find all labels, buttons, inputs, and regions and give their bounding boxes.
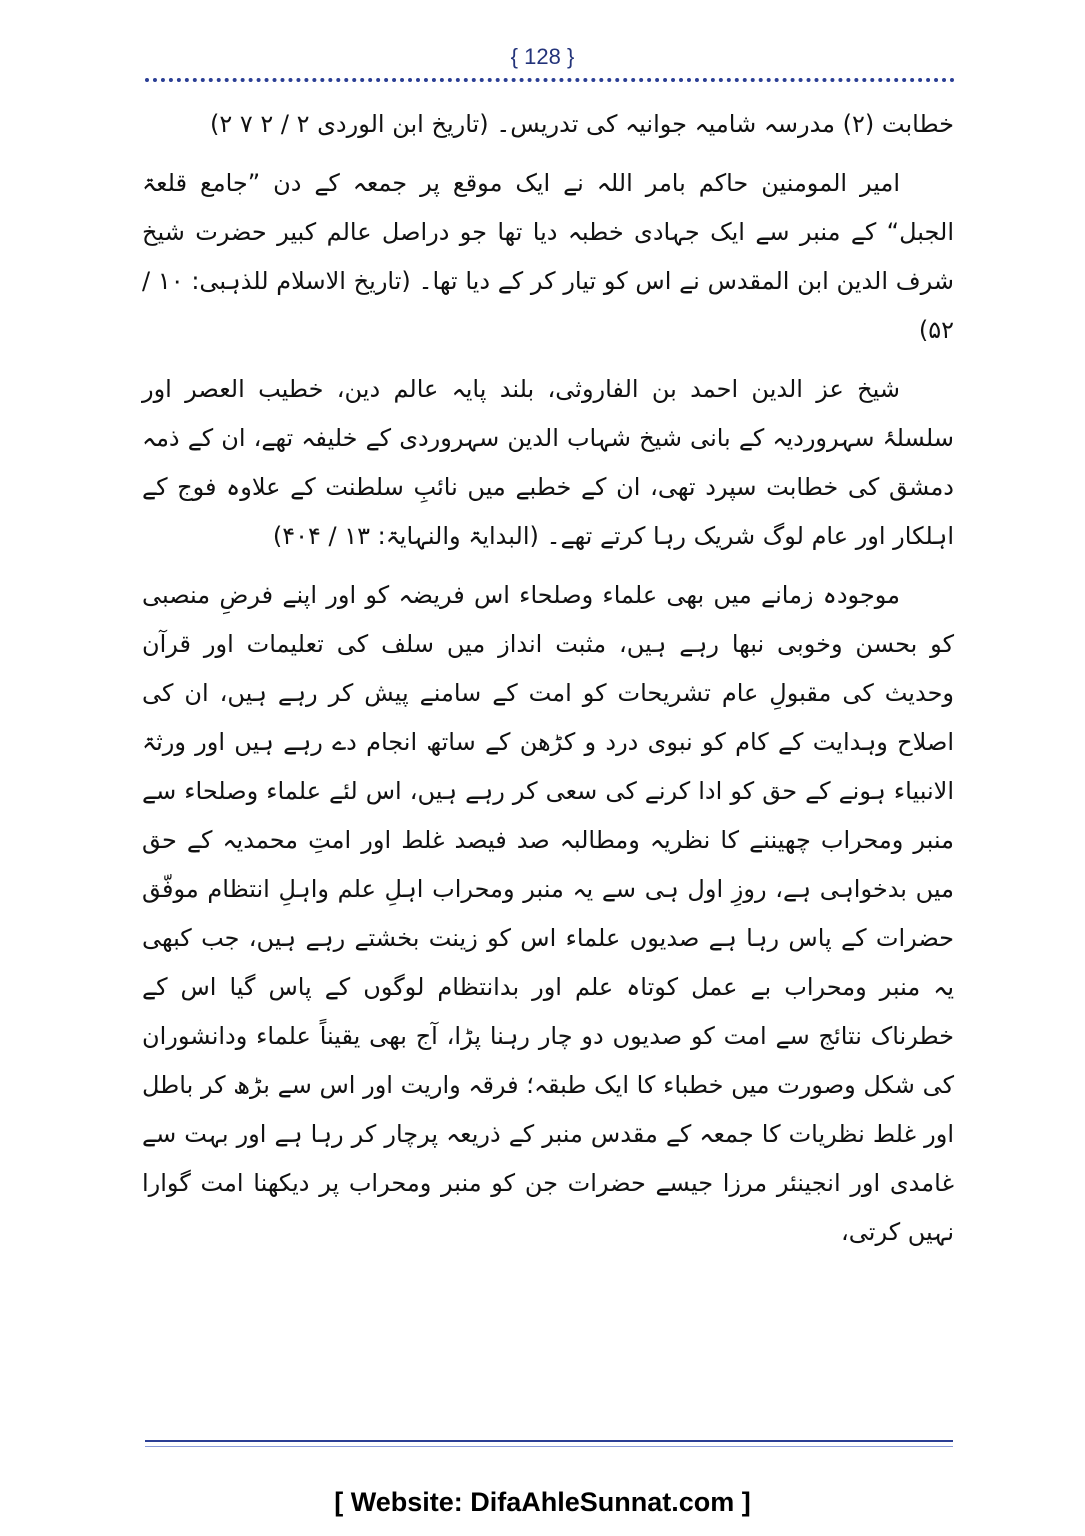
footer-divider bbox=[145, 1440, 953, 1442]
header-dotted-divider bbox=[145, 78, 955, 82]
page-body bbox=[142, 100, 954, 1267]
paragraph: خطابت (۲) مدرسہ شامیہ جوانیہ کی تدریس۔ (تاریخ ابن الوردی ۲ / ۲ ۷ ۲) bbox=[209, 110, 954, 138]
paragraph: امیر المومنین حاکم بامر اللہ نے ایک موقع پر جمعہ کے دن ”جامع قلعۃ الجبل“ کے منبر سے ایک جہادی خطبہ دیا تھا جو دراصل عالم کبیر حضرت شیخ شرف الدین ابن المقدس نے اس کو تیار کر کے دیا تھا۔ (تاریخ الاسلام للذہبی: ۱۰ / ۵۲) bbox=[142, 169, 954, 344]
website-footer: [ Website: DifaAhleSunnat.com ] bbox=[334, 1487, 751, 1517]
paragraph: موجودہ زمانے میں بھی علماء وصلحاء اس فریضہ کو اور اپنے فرضِ منصبی کو بحسن وخوبی نبھا رہے ہیں، مثبت انداز میں سلف کی تعلیمات اور قرآن وحدیث کی مقبولِ عام تشریحات کو امت کے سامنے پیش کر رہے ہیں، ان کی اصلاح وہدایت کے کام کو نبوی درد و کڑھن کے ساتھ انجام دے رہے ہیں اور ورثۃ الانبیاء ہونے کے حق کو ادا کرنے کی سعی کر رہے ہیں، اس لئے علماء وصلحاء سے منبر ومحراب چھیننے کا نظریہ ومطالبہ صد فیصد غلط اور امتِ محمدیہ کے حق میں بدخواہی ہے، روزِ اول ہی سے یہ منبر ومحراب اہلِ علم واہلِ انتظام موفّق حضرات کے پاس رہا ہے صدیوں علماء اس کو زینت بخشتے رہے ہیں، جب کبھی یہ منبر ومحراب بے عمل کوتاہ علم اور بدانتظام لوگوں کے پاس گیا اس کے خطرناک نتائج سے امت کو صدیوں دو چار رہنا پڑا، آج بھی یقیناً علماء ودانشوران کی شکل وصورت میں خطباء کا ایک طبقہ؛ فرقہ واریت اور اس سے بڑھ کر باطل اور غلط نظریات کا جمعہ کے مقدس منبر کے ذریعہ پرچار کر رہا ہے اور بہت سے غامدی اور انجینئر مرزا جیسے حضرات جن کو منبر ومحراب پر دیکھنا امت گوارا نہیں کرتی، bbox=[142, 581, 954, 1246]
footer-divider-thin bbox=[145, 1446, 953, 1447]
paragraph: شیخ عز الدین احمد بن الفاروثی، بلند پایہ عالم دین، خطیب العصر اور سلسلۂ سہروردیہ کے بانی شیخ شہاب الدین سہروردی کے خلیفہ تھے، ان کے ذمہ دمشق کی خطابت سپرد تھی، ان کے خطبے میں نائبِ سلطنت کے علاوہ فوج کے اہلکار اور عام لوگ شریک رہا کرتے تھے۔ (البدایۃ والنہایۃ: ۱۳ / ۴۰۴) bbox=[142, 375, 954, 550]
page-number: { 128 } bbox=[510, 44, 575, 69]
